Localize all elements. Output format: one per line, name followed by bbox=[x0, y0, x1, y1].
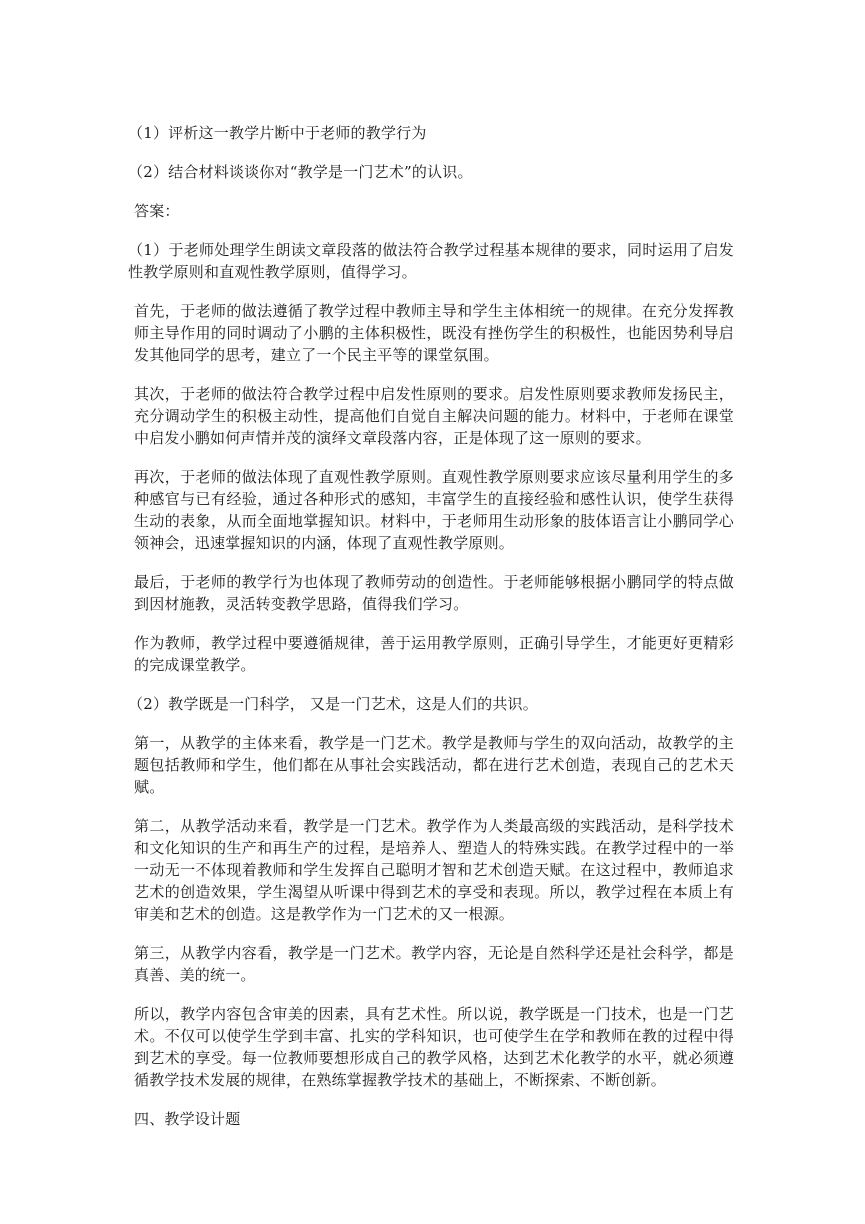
answer-2-second: 第二，从教学活动来看，教学是一门艺术。教学作为人类最高级的实践活动，是科学技术和文化知识的生产和再生产的过程，是培养人、塑造人的特殊实践。在教学过程中的一举一动无一不体现着教师和学生发挥自己聪明才智和艺术创造天赋。在这过程中，教师追求艺术的创造效果，学生渴望从听课中得到艺术的享受和表现。所以，教学过程在本质上有审美和艺术的创造。这是教学作为一门艺术的又一根源。 bbox=[134, 817, 734, 923]
question-2: （2）结合材料谈谈你对“教学是一门艺术”的认识。 bbox=[128, 163, 473, 181]
answer-2-intro: （2）教学既是一门科学， 又是一门艺术，这是人们的共识。 bbox=[128, 695, 538, 713]
document-body bbox=[128, 122, 734, 1147]
answer-heading: 答案： bbox=[134, 202, 180, 220]
answer-1-last: 最后，于老师的教学行为也体现了教师劳动的创造性。于老师能够根据小鹏同学的特点做到因材施教，灵活转变教学思路，值得我们学习。 bbox=[134, 573, 734, 613]
answer-1-first: 首先，于老师的做法遵循了教学过程中教师主导和学生主体相统一的规律。在充分发挥教师主导作用的同时调动了小鹏的主体积极性，既没有挫伤学生的积极性，也能因势利导启发其他同学的思考，建立了一个民主平等的课堂氛围。 bbox=[134, 302, 734, 364]
answer-2-first: 第一，从教学的主体来看，教学是一门艺术。教学是教师与学生的双向活动，故教学的主题包括教师和学生，他们都在从事社会实践活动，都在进行艺术创造，表现自己的艺术天赋。 bbox=[134, 734, 734, 796]
answer-1-third: 再次，于老师的做法体现了直观性教学原则。直观性教学原则要求应该尽量利用学生的多种感官与已有经验，通过各种形式的感知，丰富学生的直接经验和感性认识，使学生获得生动的表象，从而全面地掌握知识。材料中，于老师用生动形象的肢体语言让小鹏同学心领神会，迅速掌握知识的内涵，体现了直观性教学原则。 bbox=[134, 468, 734, 552]
answer-2-third: 第三，从教学内容看，教学是一门艺术。教学内容，无论是自然科学还是社会科学，都是真善、美的统一。 bbox=[134, 944, 734, 984]
section-heading-design: 四、教学设计题 bbox=[134, 1110, 241, 1128]
question-1: （1）评析这一教学片断中于老师的教学行为 bbox=[128, 124, 427, 142]
answer-1-summary: 作为教师，教学过程中要遵循规律，善于运用教学原则，正确引导学生，才能更好更精彩的完成课堂教学。 bbox=[134, 634, 734, 674]
answer-1-second: 其次，于老师的做法符合教学过程中启发性原则的要求。启发性原则要求教师发扬民主，充分调动学生的积极主动性，提高他们自觉自主解决问题的能力。材料中，于老师在课堂中启发小鹏如何声情并茂的演绎文章段落内容，正是体现了这一原则的要求。 bbox=[134, 385, 734, 447]
answer-2-conclusion: 所以，教学内容包含审美的因素，具有艺术性。所以说，教学既是一门技术，也是一门艺术。不仅可以使学生学到丰富、扎实的学科知识，也可使学生在学和教师在教的过程中得到艺术的享受。每一位教师要想形成自己的教学风格，达到艺术化教学的水平，就必须遵循教学技术发展的规律，在熟练掌握教学技术的基础上，不断探索、不断创新。 bbox=[134, 1005, 734, 1089]
answer-1-intro: （1）于老师处理学生朗读文章段落的做法符合教学过程基本规律的要求，同时运用了启发性教学原则和直观性教学原则，值得学习。 bbox=[128, 241, 734, 281]
